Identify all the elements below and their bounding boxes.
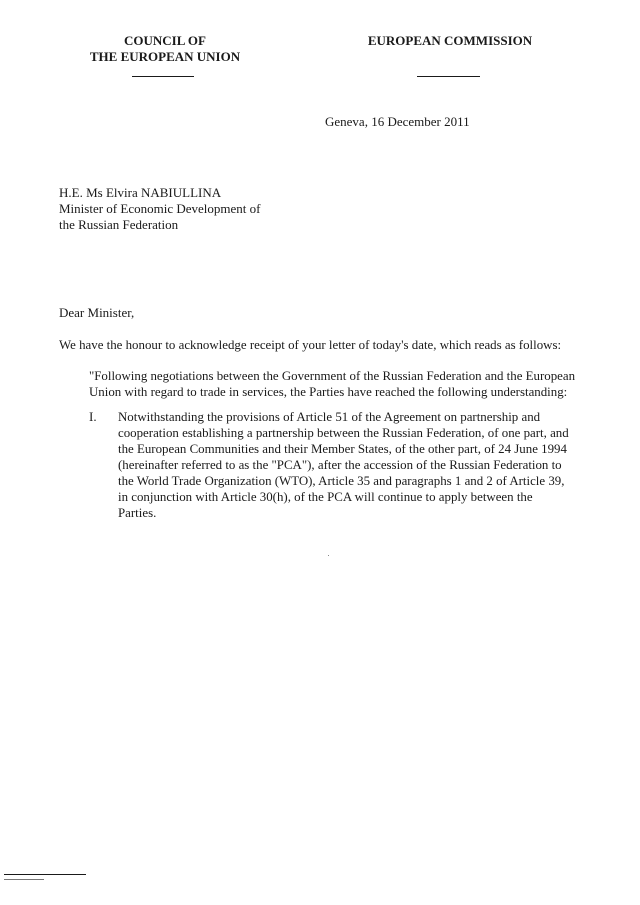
- council-header: [60, 33, 270, 65]
- item-line: the World Trade Organization (WTO), Article 35 and paragraphs 1 and 2 of Article 39,: [118, 474, 565, 488]
- item-text: [118, 409, 569, 521]
- recipient-title: Minister of Economic Development of: [59, 201, 261, 216]
- recipient-country: the Russian Federation: [59, 217, 179, 232]
- council-header-rule: [132, 76, 194, 77]
- quoted-paragraph: [89, 368, 575, 400]
- intro-paragraph: We have the honour to acknowledge receipt of your letter of today's date, which reads as follows:: [59, 338, 562, 352]
- item-line: Notwithstanding the provisions of Article 51 of the Agreement on partnership and: [118, 410, 541, 424]
- council-header-line2: THE EUROPEAN UNION: [89, 49, 241, 64]
- salutation: Dear Minister,: [59, 305, 135, 320]
- commission-header: EUROPEAN COMMISSION: [367, 33, 533, 48]
- item-line: (hereinafter referred to as the "PCA"), after the accession of the Russian Federation to: [118, 458, 562, 472]
- footnote-rule-secondary: [4, 879, 44, 880]
- item-line: cooperation establishing a partnership between the Russian Federation, of one part, and: [118, 426, 569, 440]
- item-line: Parties.: [118, 506, 157, 520]
- item-line: in conjunction with Article 30(h), of the PCA will continue to apply between the: [118, 490, 533, 504]
- scan-speck: [328, 555, 329, 556]
- quoted-line: "Following negotiations between the Government of the Russian Federation and the European: [89, 369, 576, 383]
- council-header-line1: COUNCIL OF: [124, 33, 206, 48]
- item-number: I.: [89, 409, 97, 424]
- commission-header-rule: [417, 76, 480, 77]
- quoted-line: Union with regard to trade in services, the Parties have reached the following understanding:: [89, 385, 568, 399]
- recipient-block: [59, 185, 260, 233]
- footnote-rule: [4, 874, 86, 875]
- recipient-name: H.E. Ms Elvira NABIULLINA: [59, 185, 222, 200]
- place-date: Geneva, 16 December 2011: [325, 114, 470, 129]
- item-line: the European Communities and their Member States, of the other part, of 24 June 1994: [118, 442, 567, 456]
